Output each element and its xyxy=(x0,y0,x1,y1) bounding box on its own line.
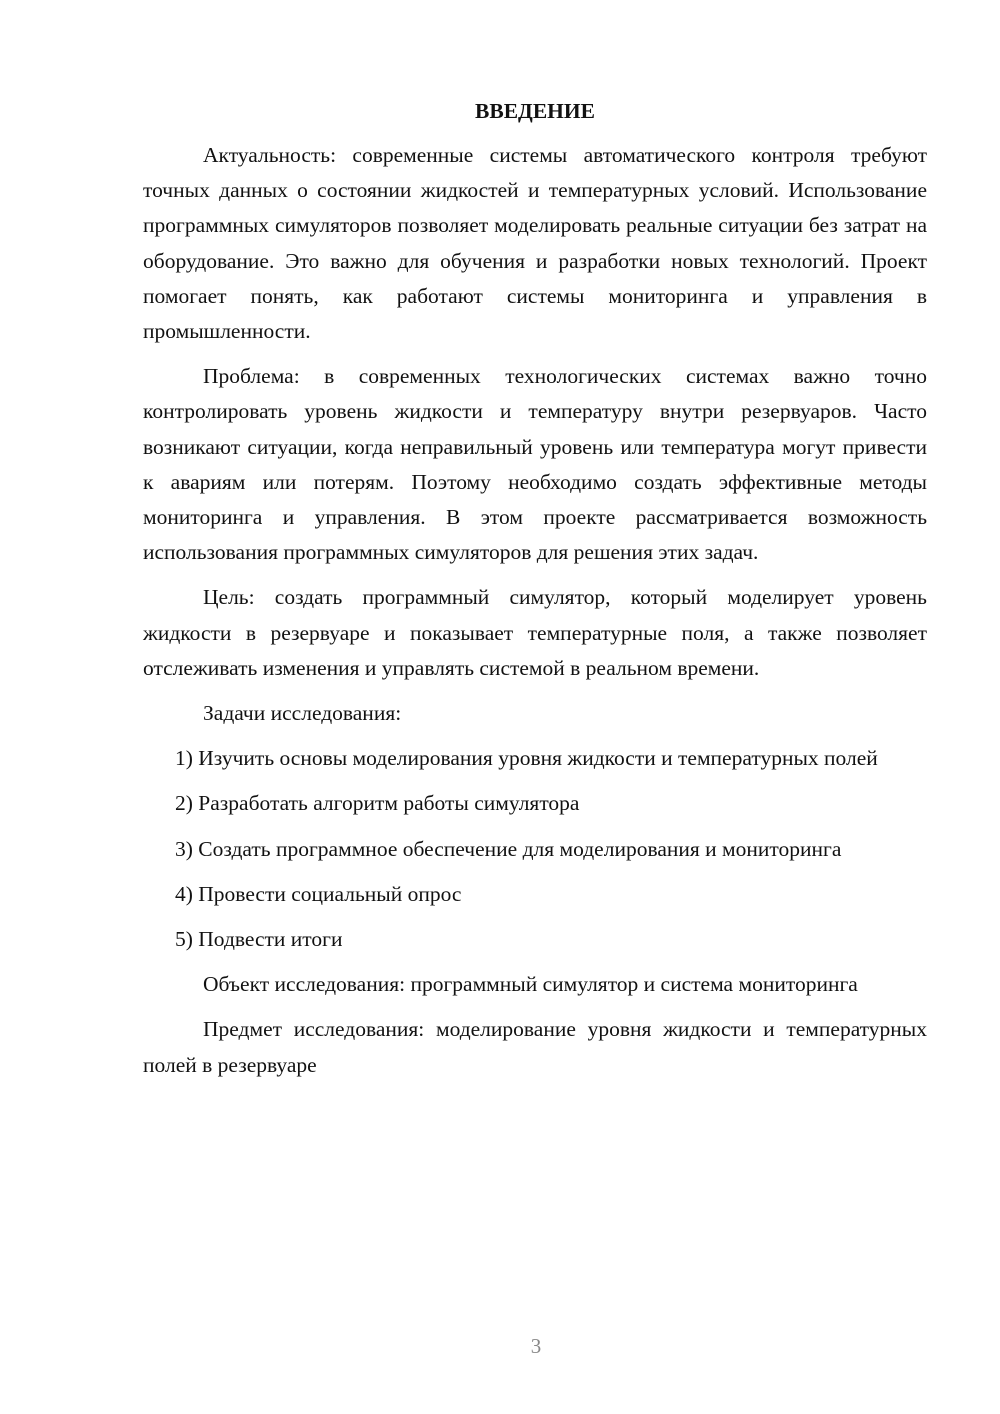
section-title: ВВЕДЕНИЕ xyxy=(475,99,595,123)
task-item: 2) Разработать алгоритм работы симулятора xyxy=(175,791,580,816)
relevance-paragraph: Актуальность: современные системы автоматического контроля требуют точных данных о состоянии жидкостей и температурных условий. Использование программных симуляторов позволяет моделировать реальные ситуации без затрат на оборудование. Это важно для обучения и разработки новых технологий. Проект помогает понять, как работают системы мониторинга и управления в промышленности. xyxy=(143,143,927,344)
problem-paragraph: Проблема: в современных технологических системах важно точно контролировать уровень жидкости и температуру внутри резервуаров. Часто возникают ситуации, когда неправильный уровень или температура могут привести к авариям или потерям. Поэтому необходимо создать эффективные методы мониторинга и управления. В этом проекте рассматривается возможность использования программных симуляторов для решения этих задач. xyxy=(143,364,927,565)
goal-paragraph: Цель: создать программный симулятор, который моделирует уровень жидкости в резервуаре и показывает температурные поля, а также позволяет отслеживать изменения и управлять системой в реальном времени. xyxy=(143,585,927,680)
task-item: 1) Изучить основы моделирования уровня жидкости и температурных полей xyxy=(175,746,878,771)
task-item: 3) Создать программное обеспечение для моделирования и мониторинга xyxy=(175,836,842,861)
object-paragraph: Объект исследования: программный симулятор и система мониторинга xyxy=(203,972,858,997)
page-number: 3 xyxy=(530,1334,542,1358)
subject-paragraph: Предмет исследования: моделирование уровня жидкости и температурных полей в резервуаре xyxy=(143,1017,927,1077)
tasks-heading: Задачи исследования: xyxy=(203,701,402,726)
task-item: 4) Провести социальный опрос xyxy=(175,881,462,906)
task-item: 5) Подвести итоги xyxy=(175,927,343,952)
page-content xyxy=(143,96,927,1093)
